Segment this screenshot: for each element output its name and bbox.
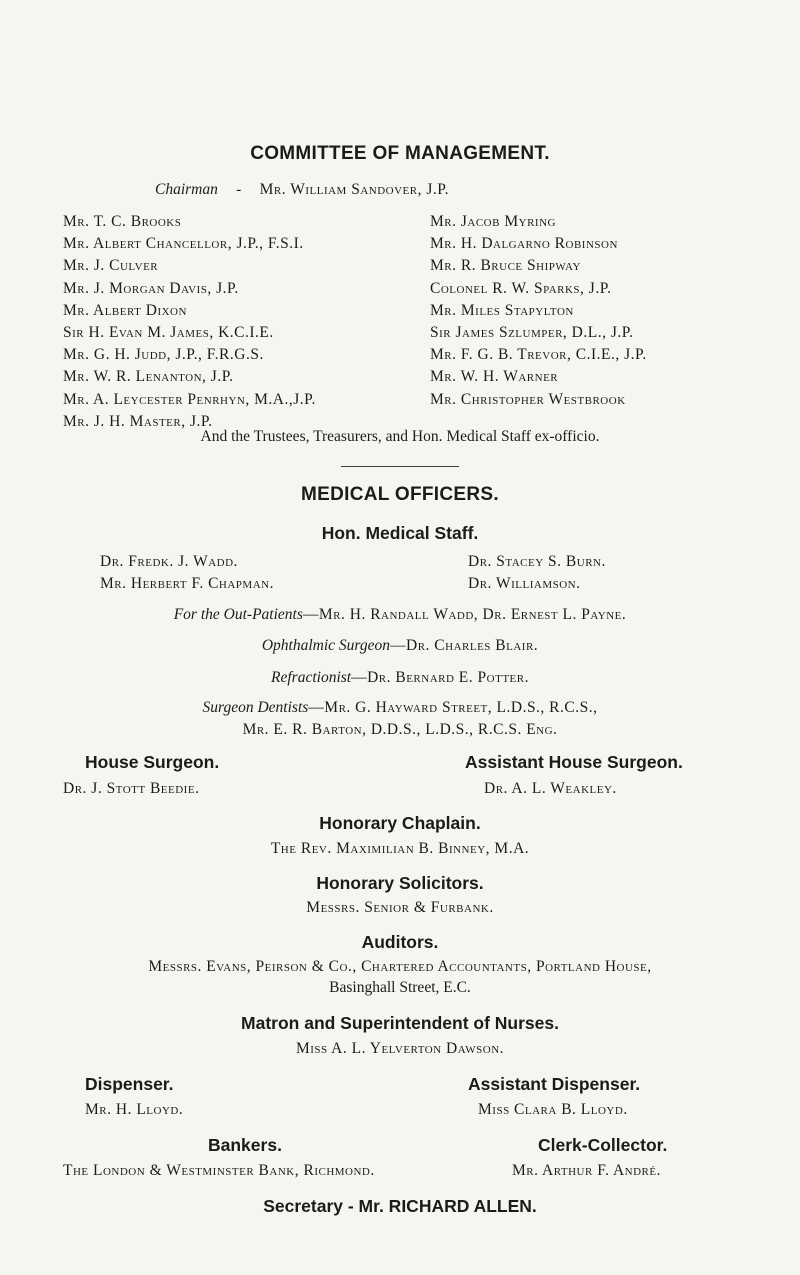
dentists-line bbox=[0, 699, 800, 717]
committee-member: Mr. J. H. Master, J.P. bbox=[63, 412, 213, 430]
auditors-line-1: Messrs. Evans, Peirson & Co., Chartered Accountants, Portland House, bbox=[148, 958, 652, 975]
committee-member: Mr. Miles Stapylton bbox=[430, 301, 574, 319]
ophthalmic-value: —Dr. Charles Blair. bbox=[390, 637, 539, 654]
matron-name: Miss A. L. Yelverton Dawson. bbox=[295, 1040, 505, 1057]
committee-member: Mr. Jacob Myring bbox=[430, 213, 556, 230]
auditors-heading: Auditors. bbox=[361, 932, 439, 952]
ex-officio-note: And the Trustees, Treasurers, and Hon. Medical Staff ex-officio. bbox=[200, 428, 600, 445]
committee-member: Mr. Albert Dixon bbox=[63, 301, 187, 319]
house-surgeon-heading: House Surgeon. bbox=[85, 752, 220, 772]
out-patients-value: —Mr. H. Randall Wadd, Dr. Ernest L. Payne. bbox=[302, 606, 627, 623]
matron-heading: Matron and Superintendent of Nurses. bbox=[241, 1013, 559, 1033]
ophthalmic-label: Ophthalmic Surgeon bbox=[261, 637, 390, 654]
medical-title: MEDICAL OFFICERS. bbox=[301, 484, 499, 505]
committee-member: Mr. Christopher Westbrook bbox=[430, 390, 626, 408]
refractionist-line bbox=[0, 669, 800, 687]
committee-member: Mr. R. Bruce Shipway bbox=[430, 257, 581, 275]
clerk-collector-heading: Clerk-Collector. bbox=[538, 1135, 668, 1155]
committee-member: Mr. Albert Chancellor, J.P., F.S.I. bbox=[63, 235, 304, 253]
staff-member: Dr. Stacey S. Burn. bbox=[468, 553, 606, 570]
chaplain-heading: Honorary Chaplain. bbox=[319, 813, 481, 833]
assistant-dispenser-heading: Assistant Dispenser. bbox=[468, 1074, 641, 1094]
bankers-heading: Bankers. bbox=[208, 1135, 282, 1155]
committee-member: Mr. J. Culver bbox=[63, 257, 159, 275]
staff-member: Dr. Fredk. J. Wadd. bbox=[100, 553, 238, 570]
committee-member: Colonel R. W. Sparks, J.P. bbox=[430, 279, 612, 297]
house-surgeon-name: Dr. J. Stott Beedie. bbox=[63, 780, 200, 797]
refractionist-label: Refractionist bbox=[271, 669, 352, 686]
committee-member: Mr. W. H. Warner bbox=[430, 368, 559, 386]
auditors-line-2: Basinghall Street, E.C. bbox=[329, 979, 471, 996]
committee-member: Sir H. Evan M. James, K.C.I.E. bbox=[63, 324, 274, 342]
committee-member: Mr. F. G. B. Trevor, C.I.E., J.P. bbox=[430, 346, 647, 364]
out-patients-line bbox=[0, 606, 800, 624]
solicitors-name: Messrs. Senior & Furbank. bbox=[306, 899, 494, 916]
assistant-house-surgeon-name: Dr. A. L. Weakley. bbox=[484, 780, 617, 797]
committee-member: Mr. A. Leycester Penrhyn, M.A.,J.P. bbox=[63, 390, 316, 408]
dentists-value: —Mr. G. Hayward Street, L.D.S., R.C.S., bbox=[308, 699, 598, 716]
bankers-name: The London & Westminster Bank, Richmond. bbox=[63, 1162, 375, 1179]
secretary-line: Secretary - Mr. RICHARD ALLEN. bbox=[263, 1196, 537, 1216]
chairman-name: Mr. William Sandover, J.P. bbox=[259, 181, 450, 198]
committee-member: Mr. T. C. Brooks bbox=[63, 213, 182, 230]
assistant-house-surgeon-heading: Assistant House Surgeon. bbox=[465, 752, 683, 772]
staff-member: Mr. Herbert F. Chapman. bbox=[100, 575, 274, 592]
committee-member: Mr. H. Dalgarno Robinson bbox=[430, 235, 618, 253]
dispenser-heading: Dispenser. bbox=[85, 1074, 174, 1094]
committee-member: Mr. G. H. Judd, J.P., F.R.G.S. bbox=[63, 346, 264, 364]
chairman-label: Chairman bbox=[155, 181, 218, 198]
dispenser-name: Mr. H. Lloyd. bbox=[85, 1101, 184, 1118]
refractionist-value: —Dr. Bernard E. Potter. bbox=[351, 669, 529, 686]
committee-member: Mr. J. Morgan Davis, J.P. bbox=[63, 279, 239, 297]
chaplain-name: The Rev. Maximilian B. Binney, M.A. bbox=[270, 840, 530, 857]
chairman-line bbox=[155, 181, 449, 199]
dentists-line-2: Mr. E. R. Barton, D.D.S., L.D.S., R.C.S. Eng. bbox=[242, 721, 558, 738]
staff-member: Dr. Williamson. bbox=[468, 575, 581, 592]
committee-left-column bbox=[63, 211, 316, 433]
solicitors-heading: Honorary Solicitors. bbox=[316, 873, 484, 893]
committee-title: COMMITTEE OF MANAGEMENT. bbox=[250, 143, 550, 164]
separator-dash: - bbox=[236, 181, 242, 198]
hon-medical-staff-heading: Hon. Medical Staff. bbox=[321, 523, 479, 543]
dentists-label: Surgeon Dentists bbox=[202, 699, 309, 716]
committee-right-column bbox=[430, 211, 647, 411]
ophthalmic-line bbox=[0, 637, 800, 655]
committee-member: Mr. W. R. Lenanton, J.P. bbox=[63, 368, 234, 386]
assistant-dispenser-name: Miss Clara B. Lloyd. bbox=[478, 1101, 628, 1118]
committee-member: Sir James Szlumper, D.L., J.P. bbox=[430, 324, 634, 342]
clerk-collector-name: Mr. Arthur F. André. bbox=[512, 1162, 661, 1179]
section-divider bbox=[341, 466, 459, 467]
out-patients-label: For the Out-Patients bbox=[173, 606, 303, 623]
